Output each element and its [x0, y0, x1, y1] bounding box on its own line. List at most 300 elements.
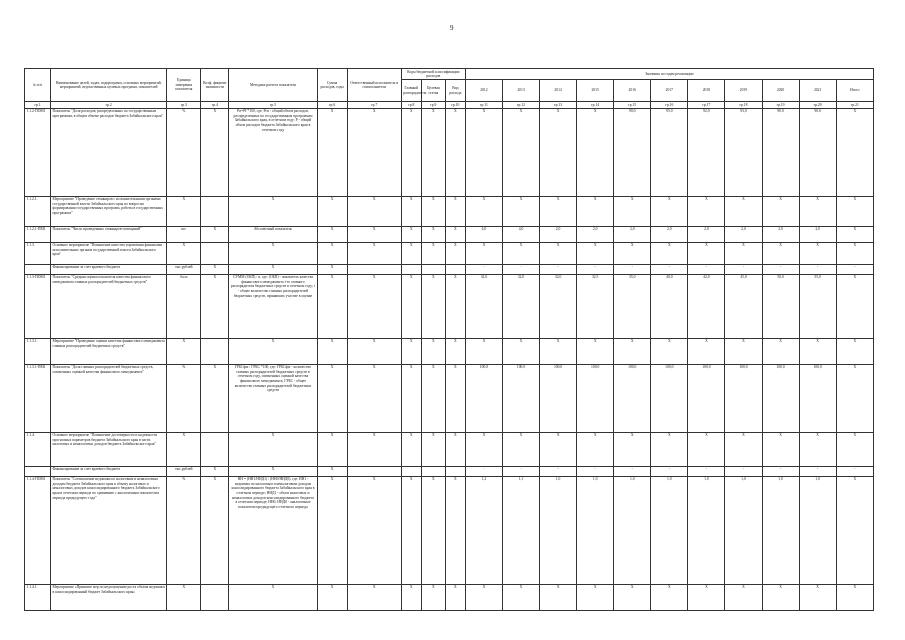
cell-num: 1.1.3. [25, 242, 51, 264]
cell-year-value: 1,0 [762, 476, 799, 584]
cell-total: Х [317, 338, 347, 364]
cell-name: Показатель "Число проведенных семинаров-совещаний" [51, 226, 167, 242]
column-number: гр.8 [401, 102, 421, 109]
cell-vr [445, 466, 465, 476]
cell-name: Мероприятие "Проведение оценки качества финансового менеджмента главных распорядителей бюджетных средств" [51, 338, 167, 364]
cell-vr: Х [445, 338, 465, 364]
cell-exec: Х [347, 338, 401, 364]
header-year: 2020 [762, 80, 799, 102]
column-number: гр.1 [25, 102, 51, 109]
header-year: 2015 [577, 80, 614, 102]
cell-year-value: Х [688, 242, 725, 264]
cell-glav: Х [401, 196, 421, 226]
cell-year-value: 32,5 [577, 274, 614, 338]
cell-method: Х [229, 196, 317, 226]
cell-year-value: Х [465, 108, 502, 196]
cell-num: 1.1.3.1-ПМ1 [25, 364, 51, 432]
cell-year-value: Х [836, 476, 873, 584]
cell-coef: Х [201, 364, 229, 432]
cell-year-value: Х [762, 196, 799, 226]
cell-year-value: 1,2 [465, 476, 502, 584]
cell-coef [201, 338, 229, 364]
cell-year-value: Х [836, 274, 873, 338]
header-coef: Коэф. фициент значимости [201, 69, 229, 102]
cell-year-value: 40,0 [651, 274, 688, 338]
cell-year-value: 2,0 [725, 226, 762, 242]
cell-year-value: - [799, 466, 836, 476]
cell-year-value: Х [836, 364, 873, 432]
cell-year-value: Х [465, 196, 502, 226]
cell-year-value: - [725, 264, 762, 274]
cell-year-value: Х [836, 108, 873, 196]
cell-year-value: Х [762, 432, 799, 466]
cell-year-value: Х [688, 338, 725, 364]
cell-coef: Х [201, 264, 229, 274]
cell-year-value: - [836, 466, 873, 476]
cell-year-value: 55,0 [799, 274, 836, 338]
column-number: гр.4 [201, 102, 229, 109]
cell-unit: % [167, 108, 201, 196]
cell-year-value: - [836, 264, 873, 274]
cell-csr: Х [421, 242, 445, 264]
header-executor: Ответственный исполнитель и соисполнители [347, 69, 401, 102]
cell-year-value: Х [762, 242, 799, 264]
cell-year-value: Х [465, 338, 502, 364]
cell-year-value: 95,0 [651, 108, 688, 196]
header-code-glav: Главный распорядитель [401, 80, 421, 102]
cell-csr: Х [421, 196, 445, 226]
column-number: гр.11 [465, 102, 502, 109]
cell-csr: Х [421, 476, 445, 584]
cell-vr: Х [445, 242, 465, 264]
cell-csr: Х [421, 432, 445, 466]
cell-year-value: - [614, 264, 651, 274]
column-number: гр.14 [577, 102, 614, 109]
cell-year-value: 4,0 [502, 226, 539, 242]
cell-csr: Х [421, 364, 445, 432]
cell-year-value: - [502, 264, 539, 274]
cell-exec: Х [347, 432, 401, 466]
cell-glav: Х [401, 274, 421, 338]
cell-year-value: Х [465, 432, 502, 466]
cell-total: Х [317, 226, 347, 242]
cell-num [25, 466, 51, 476]
header-budget-codes: Коды бюджетной классификации расходов [401, 69, 465, 80]
cell-year-value: Х [614, 432, 651, 466]
cell-year-value: 1,0 [688, 476, 725, 584]
cell-year-value: Х [465, 242, 502, 264]
column-number: гр.19 [762, 102, 799, 109]
cell-exec: Х [347, 242, 401, 264]
cell-year-value: Х [836, 338, 873, 364]
cell-year-value: Х [540, 432, 577, 466]
cell-year-value: 2,0 [577, 226, 614, 242]
cell-year-value: - [651, 466, 688, 476]
cell-coef [201, 196, 229, 226]
cell-year-value: Х [651, 242, 688, 264]
cell-year-value: - [540, 466, 577, 476]
cell-glav [401, 264, 421, 274]
cell-vr: Х [445, 432, 465, 466]
cell-coef: Х [201, 226, 229, 242]
table-row [25, 108, 874, 196]
cell-year-value: 100,0 [762, 364, 799, 432]
cell-year-value: Х [799, 432, 836, 466]
cell-glav: Х [401, 364, 421, 432]
cell-unit: % [167, 364, 201, 432]
cell-year-value: 1,0 [651, 476, 688, 584]
cell-year-value: Х [836, 226, 873, 242]
cell-year-value: Х [725, 432, 762, 466]
table-row [25, 242, 874, 264]
cell-year-value: 100,0 [502, 364, 539, 432]
cell-year-value: Х [836, 584, 873, 610]
cell-name: Финансирование за счет краевого бюджета [51, 466, 167, 476]
cell-method: Рп=РГ*100, где: Ргп - общий объем расходов, распределенных по государственным программам Забайкальского края, в отчетном году; Р - общий объем расходов бюджета Забайкальского края в отчетном году [229, 108, 317, 196]
cell-method: Х [229, 264, 317, 274]
cell-vr: Х [445, 364, 465, 432]
cell-method: Х [229, 338, 317, 364]
cell-glav: Х [401, 476, 421, 584]
cell-year-value: 93,0 [725, 108, 762, 196]
header-year: 2021 [799, 80, 836, 102]
header-year: 2017 [651, 80, 688, 102]
cell-glav: Х [401, 242, 421, 264]
cell-coef [201, 432, 229, 466]
cell-coef [201, 584, 229, 610]
column-number: гр.21 [836, 102, 873, 109]
cell-glav: Х [401, 584, 421, 610]
cell-year-value: Х [540, 584, 577, 610]
cell-year-value: Х [614, 338, 651, 364]
cell-name: Показатель "Доля главных распорядителей бюджетных средств, охваченных оценкой качества финансового менеджмента" [51, 364, 167, 432]
cell-total: Х [317, 466, 347, 476]
cell-year-value: Х [502, 108, 539, 196]
cell-year-value: Х [725, 196, 762, 226]
cell-year-value: - [762, 264, 799, 274]
cell-year-value: 2,0 [799, 226, 836, 242]
cell-name: Мероприятие «Принятие мер по недопущению роста объема недоимки в консолидированный бюджет Забайкальского края» [51, 584, 167, 610]
cell-year-value: 92,0 [688, 108, 725, 196]
column-number: гр.13 [540, 102, 577, 109]
cell-year-value: - [577, 466, 614, 476]
table-row [25, 476, 874, 584]
cell-exec [347, 466, 401, 476]
cell-year-value: 90,0 [799, 108, 836, 196]
column-number: гр.7 [347, 102, 401, 109]
cell-year-value: Х [614, 196, 651, 226]
cell-num: 1.1.4-ПОМ1 [25, 476, 51, 584]
cell-glav: Х [401, 338, 421, 364]
cell-year-value: Х [688, 196, 725, 226]
cell-year-value: 42,0 [688, 274, 725, 338]
cell-year-value: Х [502, 196, 539, 226]
cell-vr: Х [445, 108, 465, 196]
cell-num: 1.1.2.1-ПМ1 [25, 226, 51, 242]
cell-exec: Х [347, 364, 401, 432]
cell-num: 1.1.3-ПОМ1 [25, 274, 51, 338]
cell-total: Х [317, 274, 347, 338]
header-years-group: Значения по годам реализации [465, 69, 873, 80]
table-row [25, 274, 874, 338]
cell-name: Показатель "Средняя оценка показателя качества финансового менеджмента главных распорядителей бюджетных средств" [51, 274, 167, 338]
cell-year-value: Х [799, 338, 836, 364]
cell-year-value: Х [836, 242, 873, 264]
cell-year-value: Х [688, 584, 725, 610]
cell-csr: Х [421, 584, 445, 610]
cell-year-value: Х [799, 242, 836, 264]
cell-year-value: 100,0 [688, 364, 725, 432]
cell-exec: Х [347, 274, 401, 338]
cell-year-value: 32,0 [540, 274, 577, 338]
column-number: гр.15 [614, 102, 651, 109]
cell-csr [421, 264, 445, 274]
cell-unit: Х [167, 338, 201, 364]
column-number: гр.20 [799, 102, 836, 109]
column-number: гр.5 [229, 102, 317, 109]
cell-year-value: Х [540, 196, 577, 226]
cell-unit: балл [167, 274, 201, 338]
cell-coef: Х [201, 476, 229, 584]
cell-total: Х [317, 242, 347, 264]
table-row [25, 584, 874, 610]
table-row [25, 364, 874, 432]
cell-total: Х [317, 476, 347, 584]
cell-year-value: Х [614, 242, 651, 264]
cell-method: Абсолютный показатель [229, 226, 317, 242]
cell-total: Х [317, 364, 347, 432]
cell-year-value: 90,0 [762, 108, 799, 196]
cell-year-value: Х [502, 432, 539, 466]
cell-csr: Х [421, 274, 445, 338]
cell-year-value: Х [540, 108, 577, 196]
cell-method: Х [229, 432, 317, 466]
header-method: Методика расчета показателя [229, 69, 317, 102]
cell-year-value: Х [502, 338, 539, 364]
cell-year-value: 2,0 [614, 226, 651, 242]
cell-exec: Х [347, 196, 401, 226]
cell-num [25, 264, 51, 274]
table-row [25, 466, 874, 476]
cell-year-value: Х [614, 584, 651, 610]
cell-year-value: 1,0 [540, 476, 577, 584]
cell-year-value: Х [799, 584, 836, 610]
cell-year-value: 45,0 [725, 274, 762, 338]
cell-unit: тыс.рублей [167, 466, 201, 476]
cell-year-value: Х [651, 584, 688, 610]
cell-year-value: Х [651, 432, 688, 466]
cell-exec: Х [347, 476, 401, 584]
cell-year-value: Х [577, 242, 614, 264]
cell-total: Х [317, 196, 347, 226]
header-unit: Единица измерения показателя [167, 69, 201, 102]
cell-num: 1.1.4. [25, 432, 51, 466]
column-number: гр.2 [51, 102, 167, 109]
cell-vr: Х [445, 476, 465, 584]
cell-year-value: - [465, 466, 502, 476]
column-number: гр.9 [421, 102, 445, 109]
cell-year-value: Х [725, 584, 762, 610]
cell-year-value: 100,0 [614, 364, 651, 432]
cell-year-value: Х [651, 196, 688, 226]
cell-unit: % [167, 476, 201, 584]
cell-glav: Х [401, 432, 421, 466]
cell-exec: Х [347, 584, 401, 610]
header-year: 2016 [614, 80, 651, 102]
header-year: 2014 [540, 80, 577, 102]
cell-vr: Х [445, 196, 465, 226]
cell-year-value: 32,0 [502, 274, 539, 338]
cell-year-value: 1,0 [725, 476, 762, 584]
cell-year-value: Х [762, 338, 799, 364]
cell-year-value: Х [836, 196, 873, 226]
cell-csr [421, 466, 445, 476]
cell-vr: Х [445, 274, 465, 338]
cell-coef [201, 242, 229, 264]
cell-vr: Х [445, 226, 465, 242]
header-code-csr: Целевая статья [421, 80, 445, 102]
cell-method: Х [229, 242, 317, 264]
cell-year-value: Х [799, 196, 836, 226]
cell-vr: Х [445, 584, 465, 610]
header-year: 2019 [725, 80, 762, 102]
cell-year-value: - [577, 264, 614, 274]
cell-name: Основное мероприятие "Повышение качества управления финансами исполнительных органов государственной власти Забайкальского края" [51, 242, 167, 264]
cell-year-value: - [614, 466, 651, 476]
cell-year-value: 1,1 [502, 476, 539, 584]
header-year: 2013 [502, 80, 539, 102]
cell-unit: Х [167, 242, 201, 264]
cell-year-value: Х [502, 584, 539, 610]
cell-coef: Х [201, 274, 229, 338]
cell-year-value: Х [725, 338, 762, 364]
cell-year-value: Х [688, 432, 725, 466]
cell-csr: Х [421, 226, 445, 242]
cell-method: СУММ (ОБП) / n, где: (ОБП) - показатель качества финансового менеджмента i-го главного распорядителя бюджетных средств в отчетном году; i - общее количество главных распорядителей бюджетных средств, принявших участие в оценке [229, 274, 317, 338]
cell-year-value: Х [502, 242, 539, 264]
cell-year-value: 1,0 [799, 476, 836, 584]
cell-year-value: Х [465, 584, 502, 610]
cell-coef: Х [201, 108, 229, 196]
cell-year-value: 32,0 [465, 274, 502, 338]
cell-year-value: 90,0 [614, 108, 651, 196]
cell-num: 1.1.3.1. [25, 338, 51, 364]
cell-glav: Х [401, 108, 421, 196]
column-number: гр.3 [167, 102, 201, 109]
cell-unit: тыс.рублей [167, 264, 201, 274]
cell-year-value: 100,0 [540, 364, 577, 432]
cell-year-value: - [799, 264, 836, 274]
cell-year-value: - [688, 264, 725, 274]
header-year: 2018 [688, 80, 725, 102]
column-number: гр.6 [317, 102, 347, 109]
cell-year-value: - [502, 466, 539, 476]
cell-exec: Х [347, 226, 401, 242]
cell-method: НН = (НН1/ННД1) / (НН0/ННД0), где: НН1 - недоимка по налоговым и неналоговым доходам консолидированного бюджета Забайкальского края в отчетном периоде; ННД1 - объем налоговых и неналоговых доходов консолидированного бюджета в отчетном периоде; НН0, ННД0 - аналогичные показатели предыдущего отчетного периода [229, 476, 317, 584]
cell-year-value: 35,0 [614, 274, 651, 338]
column-number: гр.17 [688, 102, 725, 109]
cell-exec [347, 264, 401, 274]
cell-unit: Х [167, 196, 201, 226]
cell-total: Х [317, 584, 347, 610]
header-total: Сумма расходов, годы [317, 69, 347, 102]
cell-year-value: 2,0 [540, 226, 577, 242]
cell-year-value: Х [836, 432, 873, 466]
cell-year-value: Х [577, 584, 614, 610]
cell-unit: шт. [167, 226, 201, 242]
header-code-vr: Вид расхода [445, 80, 465, 102]
program-indicators-table [24, 68, 874, 611]
cell-year-value: 100,0 [799, 364, 836, 432]
cell-year-value: 2,0 [762, 226, 799, 242]
cell-year-value: 2,0 [651, 226, 688, 242]
cell-method: Х [229, 584, 317, 610]
cell-method: ГРБСфм / ГРБС *100, где: ГРБСфм - количество главных распорядителей бюджетных средств в отчетном году, охваченных оценкой качества финансового менеджмента; ГРБС - общее количество главных распорядителей бюджетных средств [229, 364, 317, 432]
cell-year-value: - [725, 466, 762, 476]
cell-year-value: 1,0 [614, 476, 651, 584]
header-name: Наименование целей, задач, подпрограмм, основных мероприятий, мероприятий, ведомственных целевых программ, показателей [51, 69, 167, 102]
cell-unit: Х [167, 432, 201, 466]
cell-unit: Х [167, 584, 201, 610]
cell-year-value: - [465, 264, 502, 274]
cell-total: Х [317, 432, 347, 466]
cell-year-value: - [540, 264, 577, 274]
cell-csr: Х [421, 108, 445, 196]
column-number: гр.12 [502, 102, 539, 109]
cell-csr: Х [421, 338, 445, 364]
cell-num: 1.1.2.1. [25, 196, 51, 226]
cell-year-value: 100,0 [651, 364, 688, 432]
table-row [25, 264, 874, 274]
cell-vr [445, 264, 465, 274]
cell-year-value: Х [540, 242, 577, 264]
cell-method: Х [229, 466, 317, 476]
column-number: гр.16 [651, 102, 688, 109]
cell-year-value: Х [651, 338, 688, 364]
cell-num: 1.1.4.1. [25, 584, 51, 610]
cell-num: 1.1.2-ПОМ1 [25, 108, 51, 196]
cell-year-value: 1,0 [577, 476, 614, 584]
cell-glav: Х [401, 226, 421, 242]
cell-glav [401, 466, 421, 476]
cell-year-value: 100,0 [465, 364, 502, 432]
cell-year-value: 2,0 [688, 226, 725, 242]
cell-exec: Х [347, 108, 401, 196]
cell-year-value: Х [725, 242, 762, 264]
table-row [25, 226, 874, 242]
cell-name: Основное мероприятие "Повышение достоверности и надежности прогнозных параметров бюджета Забайкальского края в части налоговых и неналоговых доходов бюджета Забайкальского края" [51, 432, 167, 466]
cell-year-value: Х [577, 196, 614, 226]
cell-name: Показатель "Доля расходов, распределенных по государственным программам, в общем объеме расходов бюджета Забайкальского края" [51, 108, 167, 196]
table-row [25, 432, 874, 466]
table-row [25, 338, 874, 364]
header-year: Итого [836, 80, 873, 102]
header-num: № п/п [25, 69, 51, 102]
cell-name: Финансирование за счет краевого бюджета [51, 264, 167, 274]
cell-year-value: - [688, 466, 725, 476]
cell-year-value: Х [577, 108, 614, 196]
cell-name: Мероприятие "Проведение семинаров с исполнительными органами государственной власти Забайкальского края по вопросам формирования государственных программ, работы в государственных программах" [51, 196, 167, 226]
cell-total: Х [317, 264, 347, 274]
cell-year-value: 4,0 [465, 226, 502, 242]
cell-year-value: 50,0 [762, 274, 799, 338]
cell-name: Показатель "Соотношение недоимки по налоговым и неналоговым доходам бюджета Забайкальского края к объему налоговых и неналоговых доходов консолидированного бюджета Забайкальского края в отчетном периоде по сравнению с аналогичным показателем периода предыдущего года" [51, 476, 167, 584]
cell-year-value: - [762, 466, 799, 476]
header-year: 2012 [465, 80, 502, 102]
cell-year-value: Х [540, 338, 577, 364]
page-number: 9 [450, 24, 454, 32]
column-number: гр.18 [725, 102, 762, 109]
